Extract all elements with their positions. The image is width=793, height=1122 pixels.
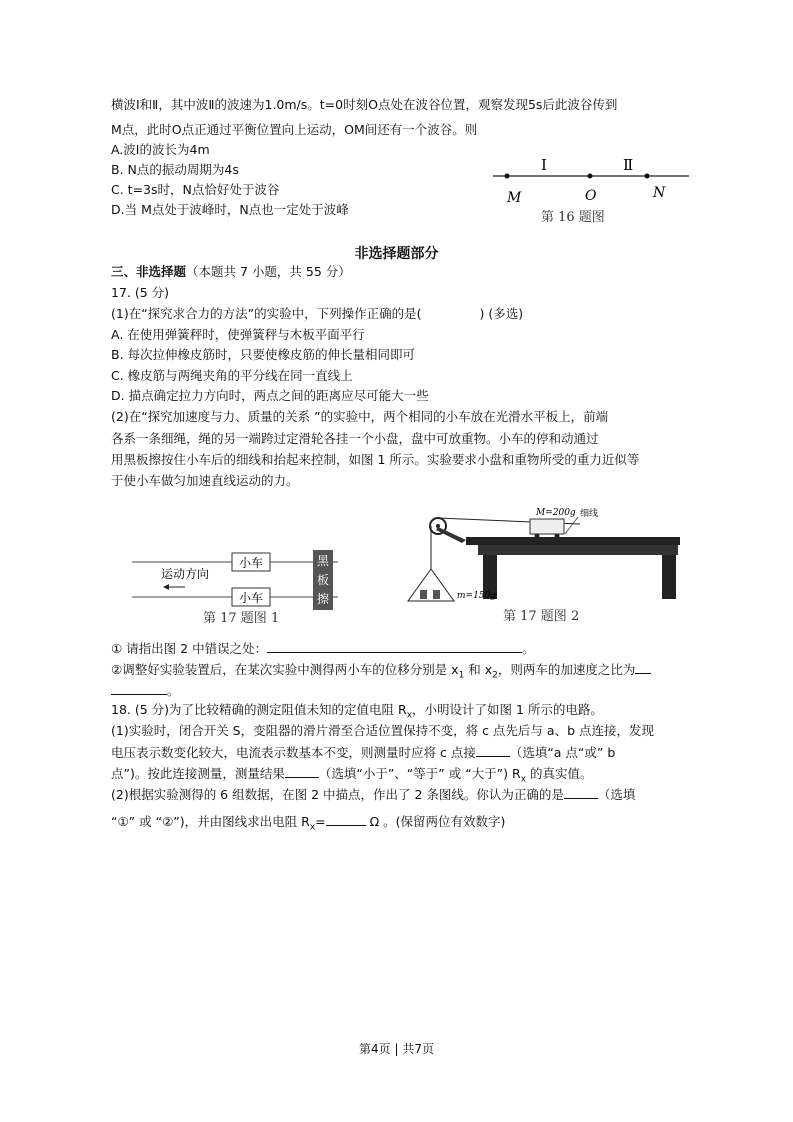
- q16-option-a: A.波Ⅰ的波长为4m: [111, 142, 210, 157]
- m-label: M: [507, 190, 522, 206]
- q17-question2-cont: [111, 682, 180, 700]
- eraser-label-3: 擦: [317, 592, 330, 606]
- q18-l1-b: ，小明设计了如图 1 所示的电路。: [412, 702, 603, 717]
- direction-label: 运动方向: [161, 567, 210, 581]
- n-label: N: [653, 185, 666, 201]
- q18-blank-4[interactable]: [326, 813, 366, 826]
- cart-top-label: 小车: [239, 556, 264, 570]
- q17-part1: [111, 305, 523, 323]
- q17-q2-text-c: ，则两车的加速度之比为: [497, 662, 636, 677]
- section-title: 非选择题部分: [354, 246, 439, 262]
- weight-pan: [408, 569, 454, 601]
- q17-part2-line2: 各系一条细绳，绳的另一端跨过定滑轮各挂一个小盘，盘中可放重物。小车的停和动通过: [111, 431, 599, 446]
- q18-l4-c: 的真实值。: [526, 766, 593, 781]
- q18-line2: (1)实验时，闭合开关 S，变阻器的滑片滑至合适位置保持不变，将 c 点先后与 a、b 点连接，发现: [111, 723, 654, 738]
- section-header-bold: 三、非选择题: [111, 264, 187, 279]
- q16-option-d: D.当 M点处于波峰时，N点也一定处于波峰: [111, 202, 349, 217]
- subscript-2: 2: [492, 670, 498, 681]
- q18-l4-a: 点”)。按此连接测量，测量结果: [111, 766, 285, 781]
- point-n: [645, 174, 650, 179]
- o-label: O: [585, 188, 597, 204]
- q18-line1: [111, 701, 603, 725]
- q17-option-d: D. 描点确定拉力方向时，两点之间的距离应尽可能大一些: [111, 388, 429, 403]
- q18-l6-b: =: [315, 814, 326, 829]
- q16-option-b: B. N点的振动周期为4s: [111, 162, 239, 177]
- q17-question2: [111, 661, 651, 685]
- q16-stem-line2: M点，此时O点正通过平衡位置向上运动，OM间还有一个波谷。则: [111, 122, 478, 137]
- q17-option-b: B. 每次拉伸橡皮筋时，只要使橡皮筋的伸长量相同即可: [111, 347, 416, 362]
- section-header: [111, 263, 351, 281]
- wave-ii-label: Ⅱ: [623, 156, 634, 174]
- q18-line6: [111, 813, 505, 837]
- q18-l5-a: (2)根据实验测得的 6 组数据，在图 2 中描点，作出了 2 条图线。你认为正确的是: [111, 787, 564, 802]
- fig16-caption: 第 16 题图: [541, 210, 605, 225]
- point-o: [588, 174, 593, 179]
- q17-part2-line4: 于使小车做匀加速直线运动的力。: [111, 473, 299, 488]
- q17-q2-blank-a[interactable]: [635, 661, 651, 674]
- q16-figure: [485, 150, 715, 230]
- q16-stem-line1: 横波Ⅰ和Ⅱ，其中波Ⅱ的波速为1.0m/s。t=0时刻O点处在波谷位置，观察发现5s后此波谷传到: [111, 97, 618, 112]
- q17-figure1: [125, 540, 355, 630]
- q17-q2-text-b: 和 x: [464, 662, 493, 677]
- q17-question1: [111, 640, 535, 658]
- q18-l1-a: 18. (5 分)为了比较精确的测定阻值未知的定值电阻 R: [111, 702, 407, 717]
- q17-q2-text-a: ②调整好实验装置后，在某次实验中测得两小车的位移分别是 x: [111, 662, 459, 677]
- q18-line5: [111, 786, 635, 804]
- wave-i-label: Ⅰ: [541, 156, 547, 174]
- q18-l6-c: Ω 。(保留两位有效数字): [365, 814, 506, 829]
- q18-blank-3[interactable]: [564, 786, 598, 799]
- q18-line4: [111, 765, 593, 789]
- period: 。: [522, 641, 535, 656]
- q18-l5-b: （选填: [597, 787, 636, 802]
- q17-part1-text: (1)在“探究求合力的方法”的实验中，下列操作正确的是(: [111, 306, 422, 321]
- subscript-x: x: [406, 710, 413, 721]
- section-header-note: （本题共 7 小题，共 55 分）: [186, 264, 351, 279]
- fig17-2-caption: 第 17 题图 2: [503, 609, 580, 624]
- string-label: 细线: [580, 509, 599, 519]
- q17-q2-blank-b[interactable]: [111, 682, 167, 695]
- q18-blank-1[interactable]: [476, 744, 510, 757]
- subscript-x: x: [309, 822, 316, 833]
- eraser-label-1: 黑: [317, 554, 330, 568]
- q18-l3-a: 电压表示数变化较大，电流表示数基本不变，则测量时应将 c 点接: [111, 745, 476, 760]
- page-footer: 第4页 | 共7页: [359, 1042, 434, 1056]
- q18-l3-b: （选填“a 点“或” b: [509, 745, 616, 760]
- eraser-label-2: 板: [317, 573, 330, 587]
- cart: [530, 519, 564, 534]
- cart-mass-label: M=200g: [536, 508, 576, 518]
- q18-l4-b: （选填“小于”、“等于” 或 “大于”) R: [318, 766, 521, 781]
- subscript-1: 1: [458, 670, 465, 681]
- q17-figure2: [400, 497, 700, 627]
- q17-number: 17. (5 分): [111, 285, 170, 300]
- q17-option-c: C. 橡皮筋与两绳夹角的平分线在同一直线上: [111, 368, 353, 383]
- point-m: [505, 174, 510, 179]
- q17-part1-suffix: ) (多选): [479, 306, 524, 321]
- cart-bottom-label: 小车: [239, 591, 264, 605]
- pan-mass-label: m=150g: [457, 591, 497, 601]
- q17-part2-line1: (2)在“探究加速度与力、质量的关系 ”的实验中，两个相同的小车放在光滑水平板上，前端: [111, 409, 609, 424]
- q18-line3: [111, 744, 615, 762]
- q17-q1-blank[interactable]: [267, 640, 522, 653]
- fig17-1-caption: 第 17 题图 1: [203, 611, 280, 626]
- q16-option-c: C. t=3s时，N点恰好处于波谷: [111, 182, 280, 197]
- q18-l6-a: “①” 或 “②”)，并由图线求出电阻 R: [111, 814, 310, 829]
- q17-option-a: A. 在使用弹簧秤时，使弹簧秤与木板平面平行: [111, 327, 365, 342]
- q17-part2-line3: 用黑板擦按住小车后的细线和抬起来控制，如图 1 所示。实验要求小盘和重物所受的重力近似等: [111, 452, 640, 467]
- q17-q1-text: ① 请指出图 2 中错误之处：: [111, 641, 268, 656]
- subscript-x: x: [520, 774, 527, 785]
- period: 。: [167, 683, 180, 698]
- table-top: [466, 537, 680, 545]
- q18-blank-2[interactable]: [285, 765, 319, 778]
